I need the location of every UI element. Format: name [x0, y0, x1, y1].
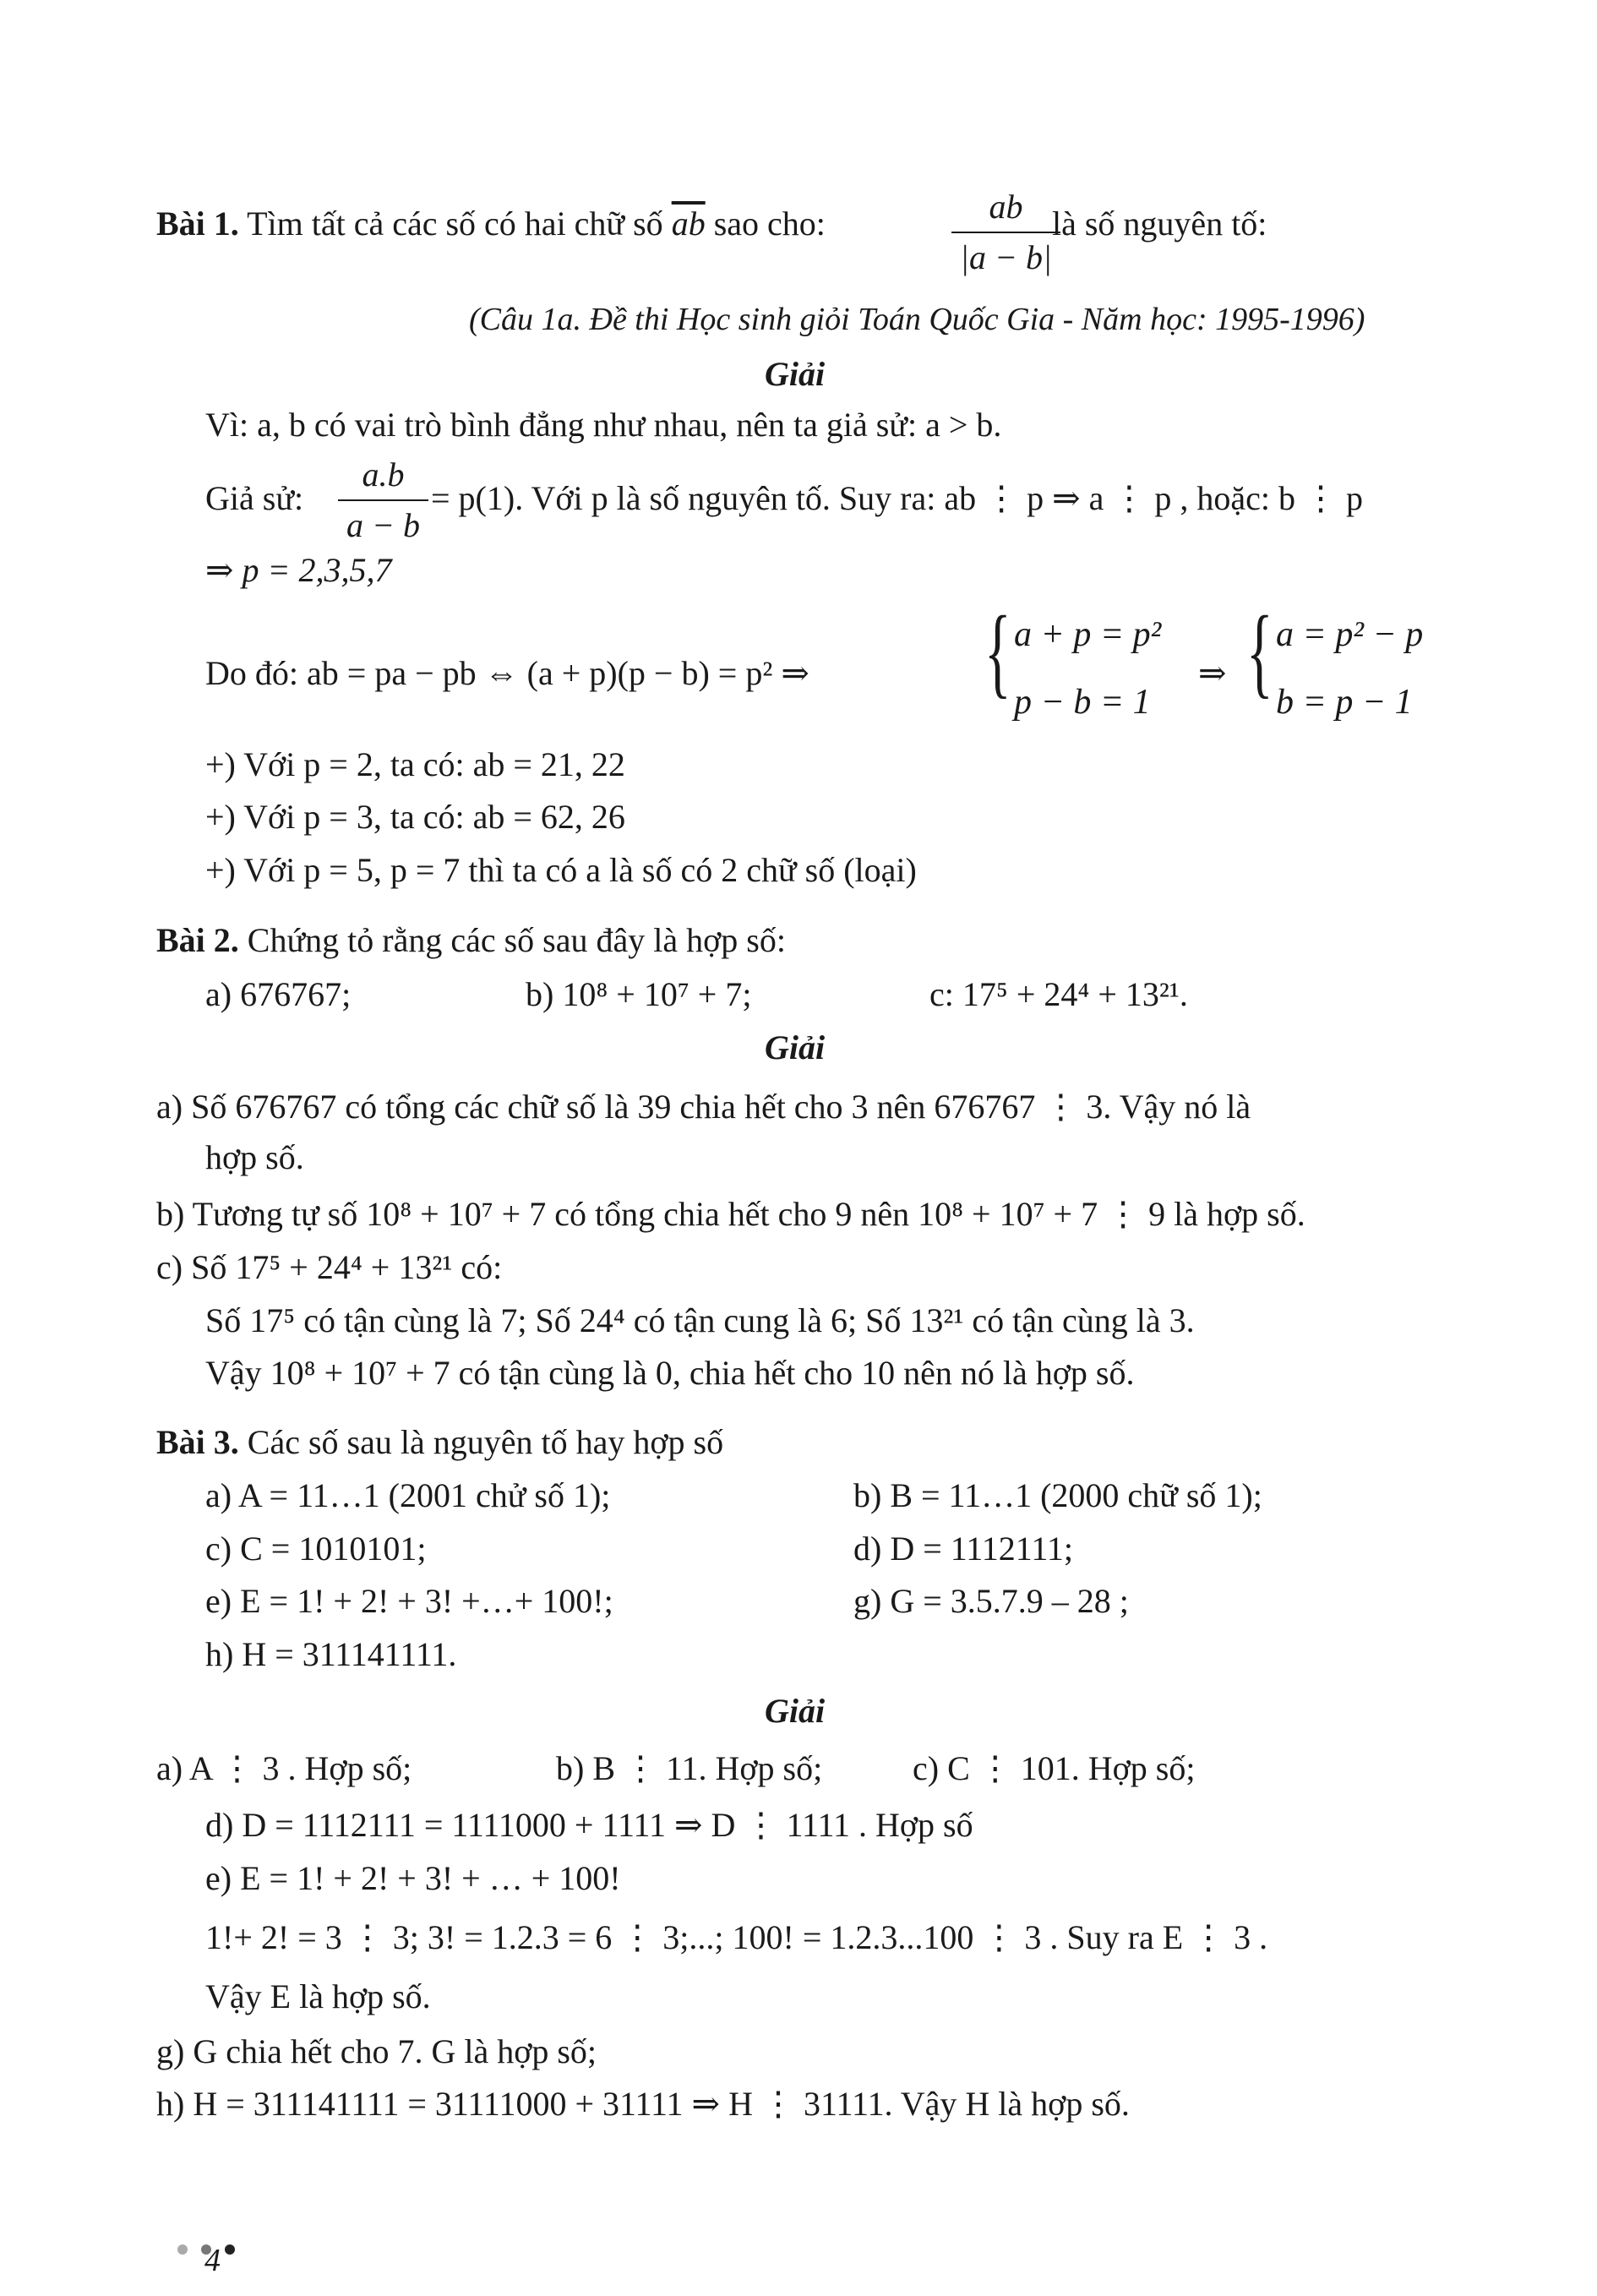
bai3-item-c: c) C = 1010101; [205, 1530, 427, 1568]
bai1-source: (Câu 1a. Đề thi Học sinh giỏi Toán Quốc Gia - Năm học: 1995-1996) [469, 302, 1365, 337]
bai3-solution-d: d) D = 1112111 = 1111000 + 1111 ⇒ D ⋮ 1111 . Hợp số [205, 1806, 973, 1844]
bai1-system1-row2: p − b = 1 [1014, 683, 1151, 722]
bai3-solution-g: g) G chia hết cho 7. G là hợp số; [156, 2032, 597, 2070]
bai2-solution-a: a) Số 676767 có tổng các chữ số là 39 chia hết cho 3 nên 676767 ⋮ 3. Vậy nó là [156, 1088, 1251, 1126]
bai1-system2-row1: a = p² − p [1276, 615, 1424, 654]
bai1-case3: +) Với p = 5, p = 7 thì ta có a là số có 2 chữ số (loại) [205, 851, 917, 889]
bai2-solution-c-conclusion: Vậy 10⁸ + 10⁷ + 7 có tận cùng là 0, chia hết cho 10 nên nó là hợp số. [205, 1354, 1135, 1392]
bai1-tail: là số nguyên tố: [1052, 205, 1267, 243]
bai2-item-a: a) 676767; [205, 975, 352, 1013]
bai3-item-e: e) E = 1! + 2! + 3! +…+ 100!; [205, 1582, 613, 1620]
bai1-line2-num: a.b [362, 455, 405, 494]
bai1-fraction [945, 186, 1067, 279]
bai2-solution-c: c) Số 17⁵ + 24⁴ + 13²¹ có: [156, 1248, 503, 1286]
bai2-solution-b: b) Tương tự số 10⁸ + 10⁷ + 7 có tổng chia hết cho 9 nên 10⁸ + 10⁷ + 7 ⋮ 9 là hợp số. [156, 1195, 1305, 1233]
bai1-giai-heading: Giải [765, 355, 826, 393]
bai3-solution-e-detail: 1!+ 2! = 3 ⋮ 3; 3! = 1.2.3 = 6 ⋮ 3;...; 100! = 1.2.3...100 ⋮ 3 . Suy ra E ⋮ 3 . [205, 1918, 1268, 1956]
bai1-line4: Do đó: ab = pa − pb ⇔ (a + p)(p − b) = p² ⇒ [205, 654, 809, 692]
bai3-giai-heading: Giải [765, 1692, 826, 1730]
bai3-solution-e: e) E = 1! + 2! + 3! + … + 100! [205, 1859, 621, 1897]
bai3-item-b: b) B = 11…1 (2000 chữ số 1); [853, 1476, 1262, 1514]
document-page: Bài 1. Tìm tất cả các số có hai chữ số $\overline{ab}$ sao cho: $\frac{ab}{|a - b|}$ là số nguyên tố: (Câu 1a. Đề thi Học sinh giỏi Toán Quốc Gia - Năm học: 1995-1996) Giải Vì: a, b có vai trò bình đẳng như nhau, nên ta giả sử: a > b. Giả sử: $\frac{a.b}{a - b}$ = p(1). Với p là số nguyên tố. Suy ra: ab ⋮ p ⇒ a ⋮ p , hoặc: b ⋮ p ⇒ p = 2,3,5,7 Do đó: ab = pa − pb ⇔ (a + p)(p − b) = p² ⇒ { a + p = p² p − b = 1 ⇒ { a = p² − p b = p − 1 +) Với p = 2, ta có: ab = 21, 22 +) Với p = 3, ta có: ab = 62, 26 +) Với p = 5, p = 7 thì ta có a là số có 2 chữ số (loại) Bài 2. Chứng tỏ rằng các số sau đây là hợp số: a) 676767; b) 10⁸ + 10⁷ + 7; c: 17⁵ + 24⁴ + 13²¹. Giải a) Số 676767 có tổng các chữ số là 39 chia hết cho 3 nên 676767 ⋮ 3. Vậy nó là hợp số. b) Tương tự số 10⁸ + 10⁷ + 7 có tổng chia hết cho 9 nên 10⁸ + 10⁷ + 7 ⋮ 9 là hợp số. c) Số 17⁵ + 24⁴ + 13²¹ có: Số 17⁵ có tận cùng là 7; Số 24⁴ có tận cung là 6; Số 13²¹ có tận cùng là 3. Vậy 10⁸ + 10⁷ + 7 có tận cùng là 0, chia hết cho 10 nên nó là hợp số. Bài 3. Các số sau là nguyên tố hay hợp số a) A = 11…1 (2001 chử số 1); b) B = 11…1 (2000 chữ số 1); c) C = 1010101; d) D = 1112111; e) E = 1! + 2! + 3! +…+ 100!; g) G = 3.5.7.9 – 28 ; h) H = 311141111. Giải a) A ⋮ 3 . Hợp số; b) B ⋮ 11. Hợp số; c) C ⋮ 101. Hợp số; d) D = 1112111 = 1111000 + 1111 ⇒ D ⋮ 1111 . Hợp số e) E = 1! + 2! + 3! + … + 100! 1!+ 2! = 3 ⋮ 3; 3! = 1.2.3 = 6 ⋮ 3;...; 100! = 1.2.3...100 ⋮ 3 . Suy ra E ⋮ 3 . Vậy E là hợp số. g) G chia hết cho 7. G là hợp số; h) H = 311141111 = 31111000 + 31111 ⇒ H ⋮ 31111. Vậy H là hợp số. 4 [0, 0, 1597, 2296]
bai3-solution-a: a) A ⋮ 3 . Hợp số; [156, 1749, 412, 1787]
bai1-case1: +) Với p = 2, ta có: ab = 21, 22 [205, 745, 625, 783]
bai1-system1-row1: a + p = p² [1014, 615, 1162, 654]
bai1-line3: ⇒ p = 2,3,5,7 [205, 551, 392, 589]
bai3-text: Các số sau là nguyên tố hay hợp số [247, 1423, 724, 1461]
bai1-line2b: = p(1). Với p là số nguyên tố. Suy ra: ab ⋮ p ⇒ a ⋮ p , hoặc: b ⋮ p [431, 479, 1364, 517]
bai2-item-b: b) 10⁸ + 10⁷ + 7; [526, 975, 752, 1013]
bai1-line1: Vì: a, b có vai trò bình đẳng như nhau, nên ta giả sử: a > b. [205, 406, 1002, 444]
bai3-solution-e-conclusion: Vậy E là hợp số. [205, 1977, 431, 2015]
bai1-ab: $\overline{ab}$ [671, 205, 706, 243]
bai1-line2-fraction [331, 454, 435, 547]
bai2-statement [156, 919, 786, 962]
bai2-item-c: c: 17⁵ + 24⁴ + 13²¹. [929, 975, 1188, 1013]
bai1-statement [156, 203, 826, 245]
page-number: 4 [204, 2243, 221, 2278]
bai1-mid: sao cho: [713, 205, 826, 243]
bai3-statement [156, 1421, 723, 1464]
bai2-heading: Bài 2. [156, 921, 239, 959]
bai3-item-h: h) H = 311141111. [205, 1635, 457, 1673]
bai2-giai-heading: Giải [765, 1028, 826, 1066]
bai2-solution-c-detail: Số 17⁵ có tận cùng là 7; Số 24⁴ có tận cung là 6; Số 13²¹ có tận cùng là 3. [205, 1301, 1195, 1339]
bai1-line2-den: a − b [338, 499, 428, 547]
bai3-item-g: g) G = 3.5.7.9 – 28 ; [853, 1582, 1129, 1620]
bai1-system2-row2: b = p − 1 [1276, 683, 1413, 722]
bai3-item-a: a) A = 11…1 (2001 chử số 1); [205, 1476, 611, 1514]
bai1-fraction-num: ab [989, 188, 1023, 226]
bai3-solution-c: c) C ⋮ 101. Hợp số; [913, 1749, 1196, 1787]
bai1-fraction-den: |a − b| [951, 232, 1060, 279]
bai3-item-d: d) D = 1112111; [853, 1530, 1073, 1568]
bai2-solution-a-cont: hợp số. [205, 1138, 304, 1176]
bai3-solution-b: b) B ⋮ 11. Hợp số; [556, 1749, 823, 1787]
bai3-solution-h: h) H = 311141111 = 31111000 + 31111 ⇒ H ⋮ 31111. Vậy H là hợp số. [156, 2085, 1130, 2123]
bai1-case2: +) Với p = 3, ta có: ab = 62, 26 [205, 798, 625, 836]
bai2-text: Chứng tỏ rằng các số sau đây là hợp số: [247, 921, 786, 959]
bai1-text: Tìm tất cả các số có hai chữ số [247, 205, 663, 243]
bai1-line2a: Giả sử: [205, 479, 304, 517]
bai1-arrow: ⇒ [1198, 654, 1227, 692]
bai3-heading: Bài 3. [156, 1423, 239, 1461]
bai1-heading: Bài 1. [156, 205, 239, 243]
